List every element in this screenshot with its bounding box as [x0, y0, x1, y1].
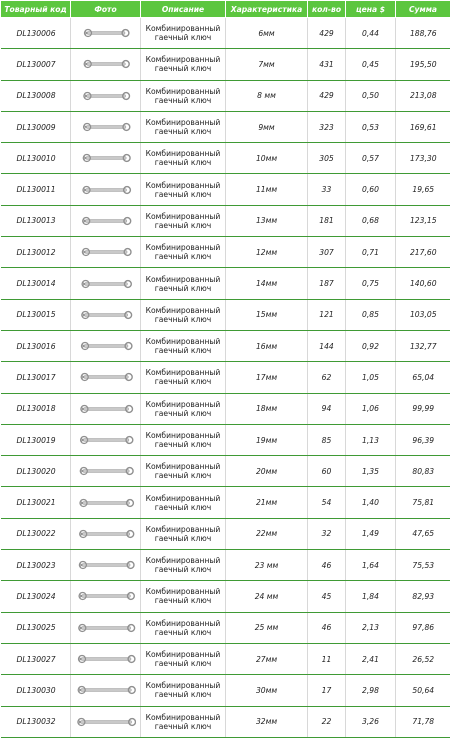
product-description — [141, 18, 226, 49]
table-row — [1, 706, 450, 737]
product-code: DL130025 — [1, 612, 71, 643]
product-description — [141, 111, 226, 142]
product-price: 2,41 — [346, 643, 396, 674]
description-line-2: гаечный ключ — [154, 33, 212, 43]
product-description — [141, 518, 226, 549]
product-qty: 307 — [308, 237, 346, 268]
product-price: 0,71 — [346, 237, 396, 268]
product-sum: 213,08 — [396, 80, 450, 111]
product-code: DL130030 — [1, 675, 71, 706]
product-photo — [71, 174, 141, 205]
product-price: 0,75 — [346, 268, 396, 299]
table-row — [1, 393, 450, 424]
product-price: 1,35 — [346, 456, 396, 487]
product-code: DL130032 — [1, 706, 71, 737]
product-spec: 18мм — [226, 393, 308, 424]
combination-wrench-icon — [71, 589, 140, 603]
product-sum: 19,65 — [396, 174, 450, 205]
product-price: 1,13 — [346, 424, 396, 455]
product-sum: 82,93 — [396, 581, 450, 612]
product-spec: 27мм — [226, 643, 308, 674]
product-qty: 429 — [308, 18, 346, 49]
product-code: DL130014 — [1, 268, 71, 299]
header-row — [1, 1, 450, 18]
product-qty: 94 — [308, 393, 346, 424]
description-line-2: гаечный ключ — [154, 252, 212, 262]
table-row — [1, 612, 450, 643]
product-code: DL130022 — [1, 518, 71, 549]
product-code: DL130018 — [1, 393, 71, 424]
product-qty: 46 — [308, 612, 346, 643]
product-photo — [71, 237, 141, 268]
product-code: DL130024 — [1, 581, 71, 612]
product-qty: 181 — [308, 205, 346, 236]
header-description: Описание — [141, 1, 226, 18]
description-line-2: гаечный ключ — [154, 471, 212, 481]
table-row — [1, 268, 450, 299]
description-line-2: гаечный ключ — [154, 659, 212, 669]
table-row — [1, 80, 450, 111]
product-description — [141, 330, 226, 361]
product-qty: 45 — [308, 581, 346, 612]
description-line-2: гаечный ключ — [154, 127, 212, 137]
header-qty: кол-во — [308, 1, 346, 18]
product-qty: 60 — [308, 456, 346, 487]
description-line-1: Комбинированный — [145, 399, 221, 409]
description-line-1: Комбинированный — [145, 274, 221, 284]
product-photo — [71, 581, 141, 612]
header-price: цена $ — [346, 1, 396, 18]
header-code: Товарный код — [1, 1, 71, 18]
product-description — [141, 424, 226, 455]
combination-wrench-icon — [71, 151, 140, 165]
product-photo — [71, 675, 141, 706]
product-description — [141, 550, 226, 581]
product-code: DL130006 — [1, 18, 71, 49]
description-line-2: гаечный ключ — [154, 346, 212, 356]
combination-wrench-icon — [71, 402, 140, 416]
description-line-2: гаечный ключ — [154, 158, 212, 168]
description-line-2: гаечный ключ — [154, 565, 212, 575]
product-photo — [71, 393, 141, 424]
combination-wrench-icon — [71, 120, 140, 134]
product-qty: 187 — [308, 268, 346, 299]
combination-wrench-icon — [71, 370, 140, 384]
table-row — [1, 487, 450, 518]
product-sum: 26,52 — [396, 643, 450, 674]
description-line-1: Комбинированный — [145, 712, 221, 722]
product-code: DL130016 — [1, 330, 71, 361]
product-spec: 6мм — [226, 18, 308, 49]
product-description — [141, 581, 226, 612]
table-row — [1, 299, 450, 330]
product-spec: 25 мм — [226, 612, 308, 643]
combination-wrench-icon — [71, 558, 140, 572]
product-qty: 22 — [308, 706, 346, 737]
product-sum: 169,61 — [396, 111, 450, 142]
combination-wrench-icon — [71, 57, 140, 71]
combination-wrench-icon — [71, 527, 140, 541]
product-description — [141, 80, 226, 111]
description-line-2: гаечный ключ — [154, 95, 212, 105]
product-spec: 12мм — [226, 237, 308, 268]
description-line-2: гаечный ключ — [154, 502, 212, 512]
product-description — [141, 174, 226, 205]
description-line-2: гаечный ключ — [154, 440, 212, 449]
product-spec: 23 мм — [226, 550, 308, 581]
product-photo — [71, 518, 141, 549]
product-photo — [71, 18, 141, 49]
header-spec: Характеристика — [226, 1, 308, 18]
product-code: DL130012 — [1, 237, 71, 268]
product-description — [141, 362, 226, 393]
product-sum: 97,86 — [396, 612, 450, 643]
product-qty: 323 — [308, 111, 346, 142]
product-description — [141, 706, 226, 737]
product-qty: 121 — [308, 299, 346, 330]
combination-wrench-icon — [71, 496, 140, 510]
product-code: DL130019 — [1, 424, 71, 455]
description-line-1: Комбинированный — [145, 118, 221, 128]
product-code: DL130007 — [1, 49, 71, 80]
table-row — [1, 111, 450, 142]
product-photo — [71, 143, 141, 174]
description-line-1: Комбинированный — [145, 431, 221, 440]
table-row — [1, 143, 450, 174]
description-line-2: гаечный ключ — [154, 314, 212, 324]
combination-wrench-icon — [71, 621, 140, 635]
combination-wrench-icon — [71, 183, 140, 197]
combination-wrench-icon — [71, 245, 140, 259]
product-code: DL130017 — [1, 362, 71, 393]
product-price: 3,26 — [346, 706, 396, 737]
product-qty: 85 — [308, 424, 346, 455]
description-line-1: Комбинированный — [145, 556, 221, 566]
product-sum: 96,39 — [396, 424, 450, 455]
product-description — [141, 237, 226, 268]
product-price: 1,84 — [346, 581, 396, 612]
product-qty: 429 — [308, 80, 346, 111]
product-photo — [71, 612, 141, 643]
description-line-2: гаечный ключ — [154, 189, 212, 199]
product-sum: 140,60 — [396, 268, 450, 299]
table-row — [1, 550, 450, 581]
product-sum: 103,05 — [396, 299, 450, 330]
product-spec: 17мм — [226, 362, 308, 393]
combination-wrench-icon — [71, 683, 140, 697]
description-line-2: гаечный ключ — [154, 596, 212, 606]
product-description — [141, 268, 226, 299]
description-line-1: Комбинированный — [145, 493, 221, 503]
product-code: DL130023 — [1, 550, 71, 581]
product-spec: 32мм — [226, 706, 308, 737]
product-description — [141, 393, 226, 424]
table-row — [1, 518, 450, 549]
header-photo: Фото — [71, 1, 141, 18]
description-line-1: Комбинированный — [145, 180, 221, 190]
product-photo — [71, 268, 141, 299]
description-line-1: Комбинированный — [145, 305, 221, 315]
combination-wrench-icon — [71, 26, 140, 40]
description-line-1: Комбинированный — [145, 650, 221, 660]
product-spec: 9мм — [226, 111, 308, 142]
product-qty: 33 — [308, 174, 346, 205]
product-photo — [71, 205, 141, 236]
product-spec: 24 мм — [226, 581, 308, 612]
description-line-2: гаечный ключ — [154, 283, 212, 293]
product-sum: 80,83 — [396, 456, 450, 487]
description-line-2: гаечный ключ — [154, 64, 212, 74]
product-qty: 54 — [308, 487, 346, 518]
product-sum: 132,77 — [396, 330, 450, 361]
product-code: DL130011 — [1, 174, 71, 205]
product-price: 0,57 — [346, 143, 396, 174]
table-row — [1, 237, 450, 268]
product-qty: 431 — [308, 49, 346, 80]
product-sum: 75,53 — [396, 550, 450, 581]
product-qty: 11 — [308, 643, 346, 674]
product-photo — [71, 487, 141, 518]
product-qty: 32 — [308, 518, 346, 549]
product-description — [141, 205, 226, 236]
description-line-1: Комбинированный — [145, 368, 221, 378]
product-spec: 10мм — [226, 143, 308, 174]
table-row — [1, 675, 450, 706]
product-price: 1,06 — [346, 393, 396, 424]
description-line-1: Комбинированный — [145, 337, 221, 347]
product-photo — [71, 643, 141, 674]
description-line-2: гаечный ключ — [154, 721, 212, 731]
product-code: DL130020 — [1, 456, 71, 487]
description-line-2: гаечный ключ — [154, 220, 212, 230]
product-sum: 217,60 — [396, 237, 450, 268]
product-photo — [71, 424, 141, 455]
description-line-2: гаечный ключ — [154, 627, 212, 637]
product-photo — [71, 456, 141, 487]
product-code: DL130015 — [1, 299, 71, 330]
product-price: 0,68 — [346, 205, 396, 236]
product-price: 0,92 — [346, 330, 396, 361]
product-price: 1,05 — [346, 362, 396, 393]
table-row — [1, 18, 450, 49]
product-spec: 14мм — [226, 268, 308, 299]
table-row — [1, 205, 450, 236]
product-description — [141, 675, 226, 706]
combination-wrench-icon — [71, 464, 140, 478]
description-line-2: гаечный ключ — [154, 690, 212, 700]
product-sum: 71,78 — [396, 706, 450, 737]
product-photo — [71, 111, 141, 142]
combination-wrench-icon — [71, 433, 140, 447]
product-spec: 7мм — [226, 49, 308, 80]
product-spec: 16мм — [226, 330, 308, 361]
product-price: 0,53 — [346, 111, 396, 142]
description-line-2: гаечный ключ — [154, 408, 212, 418]
product-sum: 195,50 — [396, 49, 450, 80]
description-line-2: гаечный ключ — [154, 533, 212, 543]
product-code: DL130009 — [1, 111, 71, 142]
description-line-1: Комбинированный — [145, 524, 221, 534]
product-description — [141, 49, 226, 80]
product-description — [141, 612, 226, 643]
product-qty: 305 — [308, 143, 346, 174]
product-description — [141, 143, 226, 174]
combination-wrench-icon — [71, 277, 140, 291]
product-description — [141, 487, 226, 518]
product-sum: 173,30 — [396, 143, 450, 174]
description-line-2: гаечный ключ — [154, 377, 212, 387]
combination-wrench-icon — [71, 715, 140, 729]
combination-wrench-icon — [71, 652, 140, 666]
product-price: 0,50 — [346, 80, 396, 111]
description-line-1: Комбинированный — [145, 681, 221, 691]
product-price: 0,60 — [346, 174, 396, 205]
product-price: 0,44 — [346, 18, 396, 49]
product-code: DL130013 — [1, 205, 71, 236]
product-photo — [71, 550, 141, 581]
product-code: DL130021 — [1, 487, 71, 518]
product-spec: 13мм — [226, 205, 308, 236]
combination-wrench-icon — [71, 214, 140, 228]
product-price: 1,40 — [346, 487, 396, 518]
product-code: DL130027 — [1, 643, 71, 674]
table-body — [1, 18, 450, 738]
product-sum: 75,81 — [396, 487, 450, 518]
description-line-1: Комбинированный — [145, 55, 221, 65]
product-price: 0,85 — [346, 299, 396, 330]
combination-wrench-icon — [71, 89, 140, 103]
product-photo — [71, 49, 141, 80]
product-spec: 11мм — [226, 174, 308, 205]
product-code: DL130010 — [1, 143, 71, 174]
table-row — [1, 643, 450, 674]
description-line-1: Комбинированный — [145, 149, 221, 159]
product-photo — [71, 80, 141, 111]
product-price: 0,45 — [346, 49, 396, 80]
table-row — [1, 174, 450, 205]
description-line-1: Комбинированный — [145, 587, 221, 597]
product-qty: 17 — [308, 675, 346, 706]
product-spec: 19мм — [226, 424, 308, 455]
product-photo — [71, 362, 141, 393]
product-spec: 21мм — [226, 487, 308, 518]
product-description — [141, 456, 226, 487]
product-photo — [71, 706, 141, 737]
product-spec: 30мм — [226, 675, 308, 706]
description-line-1: Комбинированный — [145, 462, 221, 472]
product-sum: 188,76 — [396, 18, 450, 49]
table-row — [1, 456, 450, 487]
table-row — [1, 424, 450, 455]
product-description — [141, 299, 226, 330]
product-spec: 22мм — [226, 518, 308, 549]
table-row — [1, 581, 450, 612]
product-qty: 46 — [308, 550, 346, 581]
product-qty: 144 — [308, 330, 346, 361]
description-line-1: Комбинированный — [145, 618, 221, 628]
product-description — [141, 643, 226, 674]
product-price: 2,98 — [346, 675, 396, 706]
description-line-1: Комбинированный — [145, 211, 221, 221]
product-sum: 65,04 — [396, 362, 450, 393]
product-qty: 62 — [308, 362, 346, 393]
description-line-1: Комбинированный — [145, 86, 221, 96]
product-photo — [71, 330, 141, 361]
description-line-1: Комбинированный — [145, 24, 221, 34]
table-row — [1, 49, 450, 80]
product-spec: 20мм — [226, 456, 308, 487]
product-price: 1,49 — [346, 518, 396, 549]
product-code: DL130008 — [1, 80, 71, 111]
combination-wrench-icon — [71, 339, 140, 353]
table-row — [1, 330, 450, 361]
product-sum: 50,64 — [396, 675, 450, 706]
product-spec: 15мм — [226, 299, 308, 330]
combination-wrench-icon — [71, 308, 140, 322]
product-price: 2,13 — [346, 612, 396, 643]
description-line-1: Комбинированный — [145, 243, 221, 253]
product-sum: 47,65 — [396, 518, 450, 549]
product-photo — [71, 299, 141, 330]
product-price: 1,64 — [346, 550, 396, 581]
product-spec: 8 мм — [226, 80, 308, 111]
product-sum: 99,99 — [396, 393, 450, 424]
product-sum: 123,15 — [396, 205, 450, 236]
header-sum: Сумма — [396, 1, 450, 18]
table-row — [1, 362, 450, 393]
